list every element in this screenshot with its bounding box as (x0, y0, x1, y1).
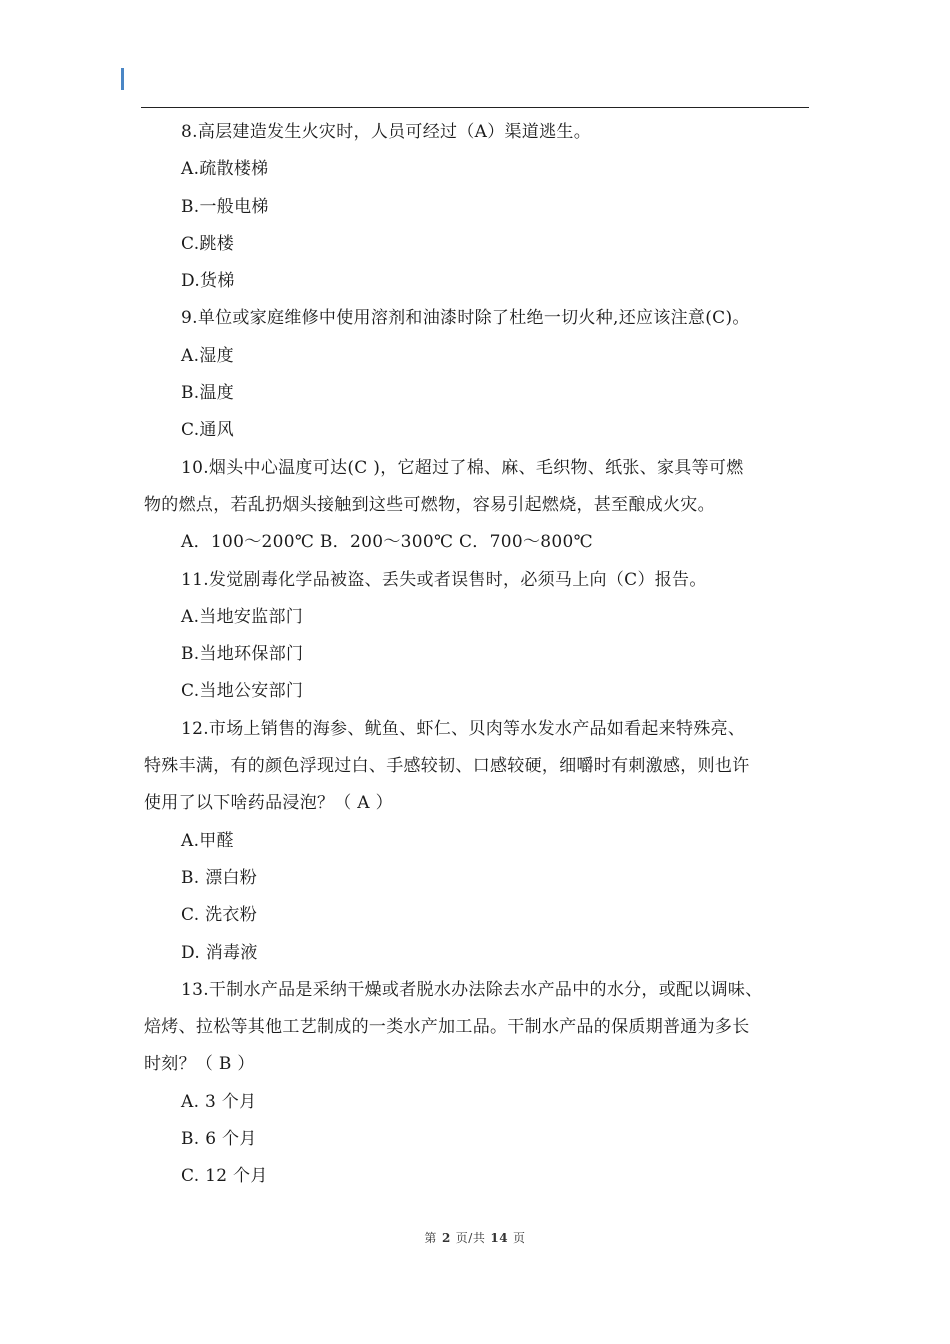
text-line: 使用了以下啥药品浸泡？（ A ） (144, 793, 393, 814)
text-line: C.跳楼 (181, 233, 235, 254)
page-footer (0, 1229, 950, 1246)
text-line: 8.高层建造发生火灾时，人员可经过（A）渠道逃生。 (181, 122, 591, 142)
page-number: 2 (441, 1231, 451, 1245)
text-line: B.当地环保部门 (181, 644, 304, 665)
text-line: 物的燃点，若乱扔烟头接触到这些可燃物，容易引起燃烧，甚至酿成火灾。 (144, 494, 715, 515)
text-line: D.货梯 (181, 271, 235, 292)
text-line: A．100～200℃ B．200～300℃ C．700～800℃ (181, 532, 593, 553)
text-line: A. 3 个月 (181, 1091, 257, 1112)
text-line: B. 漂白粉 (181, 867, 258, 888)
document-body (144, 114, 824, 1196)
header-divider (141, 107, 809, 108)
text-line: 9.单位或家庭维修中使用溶剂和油漆时除了杜绝一切火种,还应该注意(C)。 (181, 308, 750, 329)
text-line: D. 消毒液 (181, 942, 258, 963)
header-accent-bar (121, 68, 124, 90)
text-line: 11.发觉剧毒化学品被盗、丢失或者误售时，必须马上向（C）报告。 (181, 569, 707, 590)
text-line: A.疏散楼梯 (181, 159, 269, 180)
total-pages: 14 (490, 1231, 509, 1245)
footer-prefix: 第 (424, 1231, 437, 1245)
text-line: 10.烟头中心温度可达(C )，它超过了棉、麻、毛织物、纸张、家具等可燃 (181, 457, 744, 478)
text-line: A.甲醛 (181, 830, 234, 851)
text-line: B.温度 (181, 383, 235, 404)
footer-suffix: 页 (513, 1231, 526, 1245)
text-line: A.当地安监部门 (181, 606, 304, 627)
footer-middle: 页/共 (455, 1231, 486, 1245)
text-line: 时刻？（ B ） (144, 1054, 255, 1075)
text-line: C. 12 个月 (181, 1166, 268, 1187)
text-line: 12.市场上销售的海参、鱿鱼、虾仁、贝肉等水发水产品如看起来特殊亮、 (181, 718, 746, 739)
text-line: C.当地公安部门 (181, 681, 304, 702)
text-line: B. 6 个月 (181, 1129, 257, 1150)
text-line: C.通风 (181, 420, 235, 441)
text-line: B.一般电梯 (181, 196, 269, 217)
text-line: A.湿度 (181, 345, 234, 366)
text-line: 13.干制水产品是采纳干燥或者脱水办法除去水产品中的水分，或配以调味、 (181, 979, 763, 1000)
text-line: 焙烤、拉松等其他工艺制成的一类水产加工品。干制水产品的保质期普通为多长 (144, 1017, 750, 1038)
text-line: C. 洗衣粉 (181, 905, 258, 926)
text-line: 特殊丰满，有的颜色浮现过白、手感较韧、口感较硬，细嚼时有刺激感，则也许 (144, 756, 750, 777)
